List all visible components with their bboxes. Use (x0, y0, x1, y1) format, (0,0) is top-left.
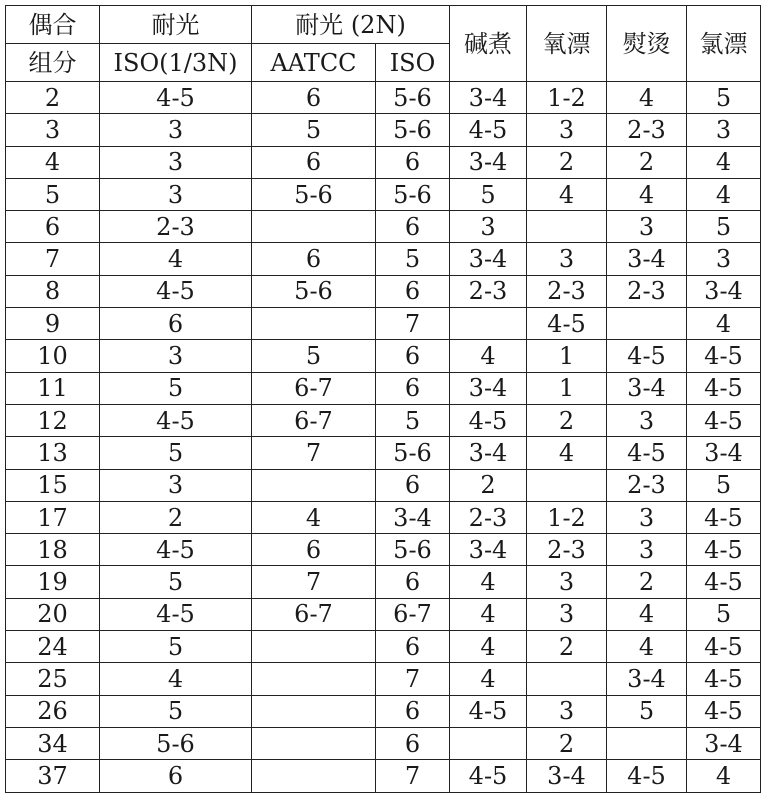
cell-coupling-component: 7 (6, 243, 100, 275)
cell-coupling-component: 4 (6, 146, 100, 178)
table-row (6, 437, 761, 469)
table-row (6, 566, 761, 598)
cell-alkali-boil: 3-4 (450, 243, 527, 275)
cell-ironing: 4 (607, 598, 687, 630)
header-ironing: 熨烫 (607, 6, 687, 82)
table-row (6, 534, 761, 566)
cell-chlorine-bleach: 5 (687, 598, 761, 630)
cell-ironing: 2-3 (607, 469, 687, 501)
cell-light-aatcc: 7 (252, 566, 376, 598)
cell-alkali-boil: 3-4 (450, 534, 527, 566)
cell-light-iso: 5-6 (376, 82, 450, 114)
cell-coupling-component: 24 (6, 631, 100, 663)
cell-oxygen-bleach: 3 (527, 566, 607, 598)
cell-light-iso: 6 (376, 146, 450, 178)
cell-oxygen-bleach: 1-2 (527, 501, 607, 533)
cell-chlorine-bleach: 4 (687, 146, 761, 178)
cell-light-iso: 6 (376, 372, 450, 404)
cell-ironing: 4 (607, 631, 687, 663)
cell-light-aatcc: 5-6 (252, 275, 376, 307)
table-row (6, 114, 761, 146)
header-oxygen-bleach: 氧漂 (527, 6, 607, 82)
cell-light-aatcc (252, 631, 376, 663)
cell-light-aatcc: 5-6 (252, 178, 376, 210)
table-row (6, 243, 761, 275)
cell-ironing: 4-5 (607, 760, 687, 792)
header-alkali-boil: 碱煮 (450, 6, 527, 82)
header-light-iso-line2: ISO(1/3N) (100, 44, 252, 82)
cell-alkali-boil: 2 (450, 469, 527, 501)
cell-oxygen-bleach: 3 (527, 243, 607, 275)
cell-ironing: 2-3 (607, 114, 687, 146)
cell-coupling-component: 8 (6, 275, 100, 307)
cell-chlorine-bleach: 4-5 (687, 340, 761, 372)
cell-chlorine-bleach: 3-4 (687, 727, 761, 759)
cell-alkali-boil: 3-4 (450, 82, 527, 114)
cell-oxygen-bleach: 3 (527, 695, 607, 727)
cell-coupling-component: 12 (6, 404, 100, 436)
cell-light-iso-1-3n: 3 (100, 340, 252, 372)
cell-oxygen-bleach (527, 469, 607, 501)
table-row (6, 275, 761, 307)
table-row (6, 340, 761, 372)
header-light-iso-line1: 耐光 (100, 6, 252, 44)
cell-light-iso-1-3n: 6 (100, 308, 252, 340)
table-row (6, 178, 761, 210)
cell-light-aatcc (252, 760, 376, 792)
cell-light-iso-1-3n: 3 (100, 469, 252, 501)
cell-light-iso: 6 (376, 340, 450, 372)
cell-light-iso-1-3n: 4-5 (100, 275, 252, 307)
cell-oxygen-bleach: 4 (527, 178, 607, 210)
cell-light-iso: 6 (376, 566, 450, 598)
cell-chlorine-bleach: 4 (687, 760, 761, 792)
header-iso: ISO (376, 44, 450, 82)
cell-light-aatcc: 6-7 (252, 372, 376, 404)
cell-light-aatcc: 6 (252, 534, 376, 566)
cell-light-iso-1-3n: 4 (100, 663, 252, 695)
cell-light-iso-1-3n: 3 (100, 146, 252, 178)
cell-light-aatcc: 7 (252, 437, 376, 469)
cell-light-aatcc: 4 (252, 501, 376, 533)
cell-light-iso: 6 (376, 631, 450, 663)
cell-oxygen-bleach: 1 (527, 372, 607, 404)
cell-ironing: 4-5 (607, 340, 687, 372)
cell-chlorine-bleach: 4-5 (687, 501, 761, 533)
table-row (6, 82, 761, 114)
table-row (6, 631, 761, 663)
cell-alkali-boil: 5 (450, 178, 527, 210)
cell-ironing: 2 (607, 146, 687, 178)
cell-light-aatcc (252, 469, 376, 501)
cell-light-iso-1-3n: 6 (100, 760, 252, 792)
cell-light-iso: 6-7 (376, 598, 450, 630)
cell-light-iso-1-3n: 4-5 (100, 404, 252, 436)
cell-coupling-component: 2 (6, 82, 100, 114)
header-coupling-component-line2: 组分 (6, 44, 100, 82)
cell-light-iso: 7 (376, 760, 450, 792)
cell-coupling-component: 20 (6, 598, 100, 630)
table-row (6, 663, 761, 695)
cell-coupling-component: 17 (6, 501, 100, 533)
table-row (6, 727, 761, 759)
table-row (6, 501, 761, 533)
cell-alkali-boil: 2-3 (450, 275, 527, 307)
cell-ironing: 4 (607, 178, 687, 210)
cell-alkali-boil: 3-4 (450, 146, 527, 178)
cell-light-aatcc (252, 695, 376, 727)
cell-alkali-boil: 3-4 (450, 372, 527, 404)
cell-light-iso-1-3n: 4-5 (100, 598, 252, 630)
cell-light-iso: 5-6 (376, 534, 450, 566)
cell-ironing (607, 308, 687, 340)
cell-chlorine-bleach: 4-5 (687, 695, 761, 727)
cell-light-aatcc (252, 308, 376, 340)
cell-oxygen-bleach: 2-3 (527, 275, 607, 307)
cell-chlorine-bleach: 5 (687, 469, 761, 501)
cell-ironing: 5 (607, 695, 687, 727)
cell-coupling-component: 15 (6, 469, 100, 501)
cell-light-aatcc: 6 (252, 243, 376, 275)
cell-coupling-component: 34 (6, 727, 100, 759)
cell-chlorine-bleach: 4 (687, 178, 761, 210)
cell-light-iso: 3-4 (376, 501, 450, 533)
cell-light-aatcc (252, 663, 376, 695)
table-body (6, 82, 761, 793)
cell-chlorine-bleach: 4-5 (687, 372, 761, 404)
header-chlorine-bleach: 氯漂 (687, 6, 761, 82)
cell-light-iso: 6 (376, 211, 450, 243)
fastness-table (5, 5, 761, 793)
cell-oxygen-bleach: 3-4 (527, 760, 607, 792)
cell-oxygen-bleach: 2-3 (527, 534, 607, 566)
cell-light-iso: 5-6 (376, 114, 450, 146)
cell-light-iso: 6 (376, 275, 450, 307)
cell-oxygen-bleach (527, 663, 607, 695)
cell-coupling-component: 3 (6, 114, 100, 146)
table-row (6, 695, 761, 727)
cell-light-iso: 6 (376, 727, 450, 759)
cell-oxygen-bleach: 3 (527, 598, 607, 630)
cell-coupling-component: 18 (6, 534, 100, 566)
cell-coupling-component: 13 (6, 437, 100, 469)
cell-chlorine-bleach: 4 (687, 308, 761, 340)
cell-chlorine-bleach: 4-5 (687, 566, 761, 598)
cell-chlorine-bleach: 5 (687, 211, 761, 243)
table-row (6, 372, 761, 404)
cell-light-iso-1-3n: 4 (100, 243, 252, 275)
cell-ironing: 3-4 (607, 372, 687, 404)
table-row (6, 146, 761, 178)
header-light-2n: 耐光 (2N) (252, 6, 450, 44)
cell-alkali-boil (450, 308, 527, 340)
cell-light-iso-1-3n: 5 (100, 566, 252, 598)
cell-oxygen-bleach: 1 (527, 340, 607, 372)
cell-coupling-component: 11 (6, 372, 100, 404)
cell-alkali-boil: 4-5 (450, 695, 527, 727)
cell-chlorine-bleach: 4-5 (687, 663, 761, 695)
cell-alkali-boil: 4-5 (450, 114, 527, 146)
cell-coupling-component: 37 (6, 760, 100, 792)
cell-coupling-component: 25 (6, 663, 100, 695)
cell-alkali-boil: 4 (450, 566, 527, 598)
cell-chlorine-bleach: 5 (687, 82, 761, 114)
cell-light-aatcc: 5 (252, 114, 376, 146)
cell-coupling-component: 5 (6, 178, 100, 210)
cell-ironing: 2 (607, 566, 687, 598)
cell-light-aatcc: 5 (252, 340, 376, 372)
cell-light-iso: 5-6 (376, 178, 450, 210)
cell-light-aatcc: 6-7 (252, 598, 376, 630)
cell-alkali-boil: 4 (450, 598, 527, 630)
cell-ironing: 3 (607, 534, 687, 566)
cell-light-aatcc (252, 727, 376, 759)
cell-ironing: 4 (607, 82, 687, 114)
cell-coupling-component: 26 (6, 695, 100, 727)
table-row (6, 404, 761, 436)
cell-chlorine-bleach: 4-5 (687, 534, 761, 566)
header-coupling-component-line1: 偶合 (6, 6, 100, 44)
cell-light-iso: 7 (376, 663, 450, 695)
cell-chlorine-bleach: 3-4 (687, 437, 761, 469)
cell-light-aatcc (252, 211, 376, 243)
cell-alkali-boil: 4 (450, 340, 527, 372)
table-row (6, 211, 761, 243)
cell-alkali-boil: 3 (450, 211, 527, 243)
cell-oxygen-bleach: 4-5 (527, 308, 607, 340)
table-wrapper (5, 5, 761, 793)
cell-alkali-boil (450, 727, 527, 759)
table-row (6, 308, 761, 340)
cell-light-iso-1-3n: 3 (100, 178, 252, 210)
cell-alkali-boil: 3-4 (450, 437, 527, 469)
cell-alkali-boil: 4 (450, 663, 527, 695)
cell-ironing: 3 (607, 211, 687, 243)
cell-ironing: 3-4 (607, 243, 687, 275)
cell-coupling-component: 9 (6, 308, 100, 340)
cell-oxygen-bleach: 2 (527, 727, 607, 759)
cell-light-iso-1-3n: 5 (100, 631, 252, 663)
cell-light-iso: 5-6 (376, 437, 450, 469)
cell-coupling-component: 19 (6, 566, 100, 598)
cell-chlorine-bleach: 3 (687, 114, 761, 146)
table-row (6, 598, 761, 630)
cell-light-iso-1-3n: 4-5 (100, 82, 252, 114)
cell-light-aatcc: 6-7 (252, 404, 376, 436)
cell-oxygen-bleach: 1-2 (527, 82, 607, 114)
cell-alkali-boil: 4-5 (450, 760, 527, 792)
cell-chlorine-bleach: 3-4 (687, 275, 761, 307)
cell-ironing (607, 727, 687, 759)
cell-alkali-boil: 4-5 (450, 404, 527, 436)
cell-light-iso: 5 (376, 404, 450, 436)
cell-chlorine-bleach: 4-5 (687, 631, 761, 663)
cell-light-aatcc: 6 (252, 146, 376, 178)
cell-oxygen-bleach: 3 (527, 114, 607, 146)
cell-light-iso-1-3n: 5 (100, 437, 252, 469)
cell-light-iso: 5 (376, 243, 450, 275)
cell-alkali-boil: 2-3 (450, 501, 527, 533)
cell-light-iso-1-3n: 3 (100, 114, 252, 146)
table-row (6, 760, 761, 792)
cell-light-aatcc: 6 (252, 82, 376, 114)
cell-oxygen-bleach (527, 211, 607, 243)
cell-ironing: 3 (607, 501, 687, 533)
cell-oxygen-bleach: 2 (527, 631, 607, 663)
cell-coupling-component: 10 (6, 340, 100, 372)
cell-ironing: 2-3 (607, 275, 687, 307)
cell-ironing: 3-4 (607, 663, 687, 695)
cell-oxygen-bleach: 4 (527, 437, 607, 469)
cell-light-iso-1-3n: 4-5 (100, 534, 252, 566)
cell-light-iso-1-3n: 5 (100, 695, 252, 727)
cell-chlorine-bleach: 3 (687, 243, 761, 275)
cell-light-iso-1-3n: 5 (100, 372, 252, 404)
cell-oxygen-bleach: 2 (527, 404, 607, 436)
cell-chlorine-bleach: 4-5 (687, 404, 761, 436)
cell-light-iso-1-3n: 2-3 (100, 211, 252, 243)
cell-ironing: 4-5 (607, 437, 687, 469)
cell-light-iso: 6 (376, 469, 450, 501)
cell-light-iso: 7 (376, 308, 450, 340)
table-row (6, 469, 761, 501)
cell-light-iso-1-3n: 5-6 (100, 727, 252, 759)
header-aatcc: AATCC (252, 44, 376, 82)
cell-oxygen-bleach: 2 (527, 146, 607, 178)
table-header (6, 6, 761, 82)
cell-alkali-boil: 4 (450, 631, 527, 663)
cell-ironing: 3 (607, 404, 687, 436)
cell-light-iso: 6 (376, 695, 450, 727)
cell-light-iso-1-3n: 2 (100, 501, 252, 533)
cell-coupling-component: 6 (6, 211, 100, 243)
